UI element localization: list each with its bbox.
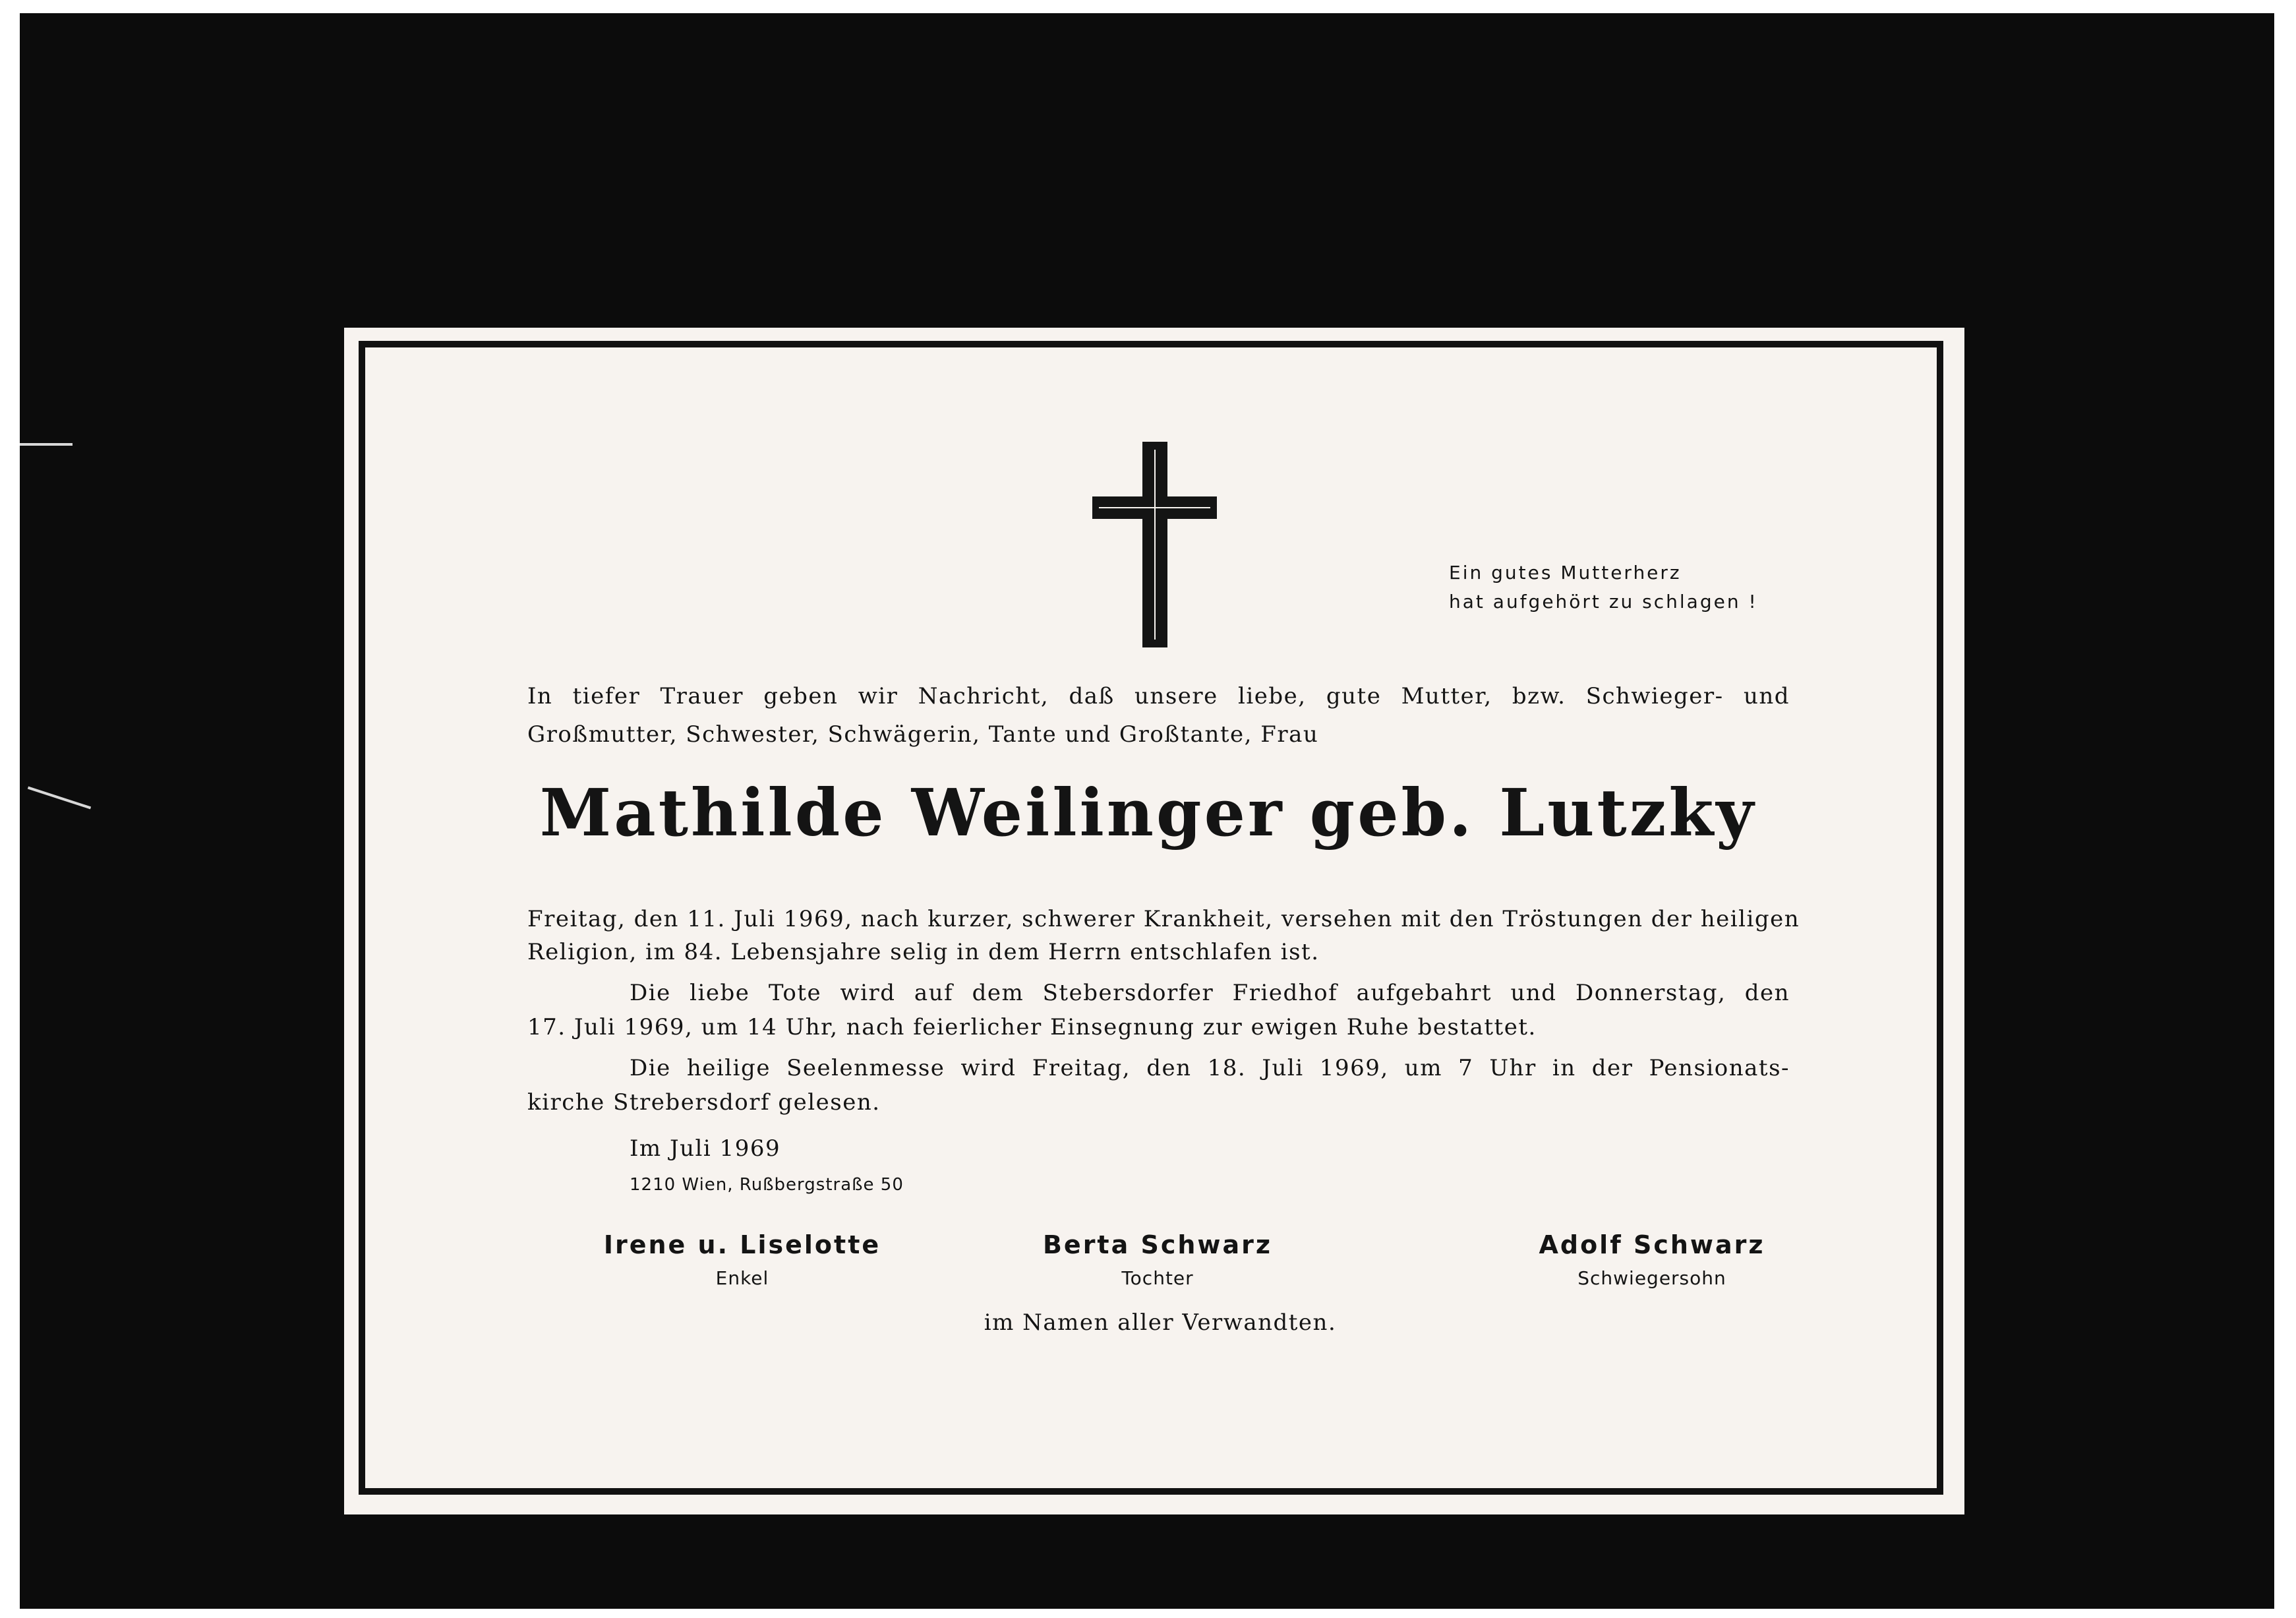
paper-edge-mark xyxy=(20,443,73,446)
funeral-line-2: 17. Juli 1969, um 14 Uhr, nach feierlicher Einsegnung zur ewigen Ruhe bestattet. xyxy=(527,1014,1537,1040)
address: 1210 Wien, Rußbergstraße 50 xyxy=(630,1175,904,1195)
signatory-name-1: Irene u. Liselotte xyxy=(603,1230,881,1259)
signatory-relation-2: Tochter xyxy=(1121,1267,1194,1289)
intro-line-2: Großmutter, Schwester, Schwägerin, Tante und Großtante, Frau xyxy=(527,721,1319,748)
signatory-name-2: Berta Schwarz xyxy=(1042,1230,1273,1259)
deceased-name: Mathilde Weilinger geb. Lutzky xyxy=(539,775,1757,851)
motto-line-2: hat aufgehört zu schlagen ! xyxy=(1449,591,1758,613)
signatory-relation-3: Schwiegersohn xyxy=(1577,1267,1726,1289)
signatory-name-3: Adolf Schwarz xyxy=(1539,1230,1765,1259)
funeral-line-1: Die liebe Tote wird auf dem Stebersdorfer Friedhof aufgebahrt und Donnerstag, den xyxy=(630,980,1790,1006)
mass-line-2: kirche Strebersdorf gelesen. xyxy=(527,1089,881,1116)
mass-line-1: Die heilige Seelenmesse wird Freitag, den 18. Juli 1969, um 7 Uhr in der Pensionats- xyxy=(630,1055,1790,1081)
date-place: Im Juli 1969 xyxy=(630,1135,781,1162)
signatory-relation-1: Enkel xyxy=(715,1267,769,1289)
death-notice-line-1: Freitag, den 11. Juli 1969, nach kurzer, schwerer Krankheit, versehen mit den Tröstungen der heiligen xyxy=(527,906,1800,932)
intro-line-1: In tiefer Trauer geben wir Nachricht, daß unsere liebe, gute Mutter, bzw. Schwieger- und xyxy=(527,683,1790,709)
closing-line: im Namen aller Verwandten. xyxy=(984,1309,1337,1336)
death-notice-line-2: Religion, im 84. Lebensjahre selig in dem Herrn entschlafen ist. xyxy=(527,939,1320,965)
motto-line-1: Ein gutes Mutterherz xyxy=(1449,562,1682,584)
